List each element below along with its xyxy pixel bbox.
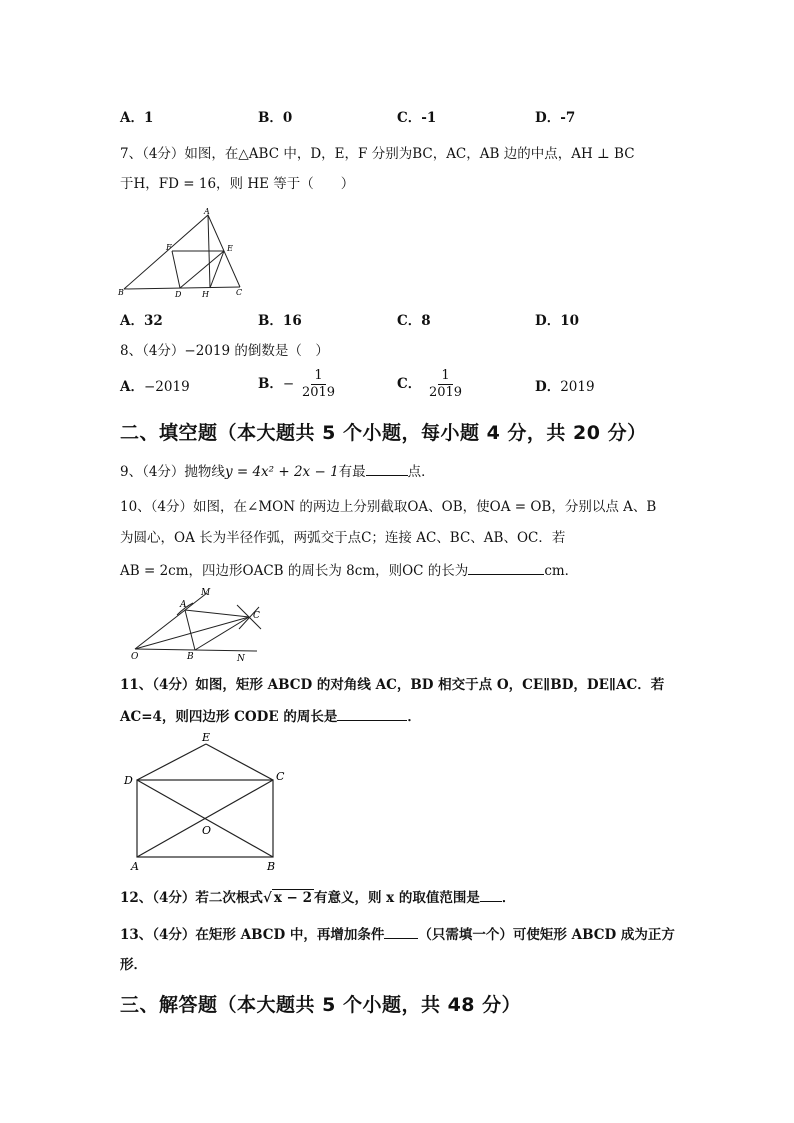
q11-label-b: B	[267, 860, 276, 873]
q7-label-e: E	[227, 244, 233, 253]
q10-text-line3: AB = 2cm，四边形OACB 的周长为 8cm，则OC 的长为 cm．	[120, 560, 578, 581]
q11-label-d: D	[124, 774, 133, 787]
q7-text-line2: 于H，FD = 16，则 HE 等于（ ）	[120, 176, 355, 192]
q7-label-a: A	[204, 207, 210, 216]
q6-option-d: D．-7	[535, 110, 576, 126]
q10-text-line2: 为圆心，OA 长为半径作弧，两弧交于点C；连接 AC、BC、AB、OC．若	[120, 530, 566, 546]
q7-option-c: C．8	[397, 313, 431, 329]
q7-option-a: A．32	[120, 313, 163, 329]
q11-label-c: C	[276, 770, 285, 783]
section-2-heading: 二、填空题（本大题共 5 个小题，每小题 4 分，共 20 分）	[120, 422, 647, 444]
q6-option-c: C．-1	[397, 110, 437, 126]
q6-option-a: A．1	[120, 110, 154, 126]
q10-answer-blank[interactable]	[468, 560, 544, 575]
q10-label-c: C	[253, 611, 260, 621]
q10-label-a: A	[180, 600, 187, 610]
q7-label-b: B	[118, 288, 124, 297]
q13-text-line2: 形．	[120, 957, 147, 973]
q6-option-b: B．0	[258, 110, 293, 126]
q11-label-o: O	[202, 824, 212, 837]
q13-text-line1: 13、（4分）在矩形 ABCD 中，再增加条件 （只需填一个）可使矩形 ABCD 成为正方	[120, 924, 675, 945]
q11-answer-blank[interactable]	[337, 706, 407, 721]
q10-text-line1: 10、（4分）如图，在∠MON 的两边上分别截取OA、OB，使OA = OB，分别以点 A、B	[120, 499, 657, 515]
q8-option-d: D．2019	[535, 379, 595, 395]
q7-triangle-figure	[116, 205, 256, 300]
q8-option-a: A．−2019	[120, 379, 190, 395]
q7-label-d: D	[175, 290, 182, 299]
q7-option-b: B．16	[258, 313, 302, 329]
q12-answer-blank[interactable]	[480, 887, 502, 902]
q11-text-line2: AC=4，则四边形 CODE 的周长是 ．	[120, 706, 421, 727]
q9-answer-blank[interactable]	[366, 461, 408, 476]
q8-option-b: B．− $\frac{1}{2019}$	[258, 368, 338, 401]
q10-label-b: B	[187, 652, 194, 662]
q11-text-line1: 11、（4分）如图，矩形 ABCD 的对角线 AC，BD 相交于点 O，CE∥BD，DE∥AC．若	[120, 677, 665, 693]
q10-rhombus-figure	[125, 585, 275, 665]
q7-text-line1: 7、（4分）如图，在△ABC 中，D，E，F 分别为BC，AC，AB 边的中点，AH ⊥ BC	[120, 146, 635, 162]
q8-option-c: C． $\frac{1}{2019}$	[397, 368, 465, 401]
q13-answer-blank[interactable]	[384, 924, 418, 939]
q7-label-h: H	[202, 290, 209, 299]
q10-label-n: N	[237, 654, 245, 664]
q7-option-d: D．10	[535, 313, 580, 329]
section-3-heading: 三、解答题（本大题共 5 个小题，共 48 分）	[120, 994, 522, 1016]
q8-option-c-fraction: $\frac{1}{2019}$	[428, 368, 463, 400]
q12-sqrt: √ x − 2	[262, 890, 312, 906]
q10-label-m: M	[201, 588, 211, 598]
q7-label-c: C	[236, 288, 243, 297]
q8-option-b-fraction: $\frac{1}{2019}$	[301, 368, 336, 400]
q11-rectangle-figure	[120, 730, 295, 875]
q10-label-o: O	[131, 652, 139, 662]
q12-text: 12、（4分）若二次根式√ x − 2 有意义，则 x 的取值范围是 ．	[120, 887, 515, 908]
q9-text: 9、（4分）抛物线y = 4x² + 2x − 1有最 点．	[120, 461, 435, 482]
q8-text: 8、（4分）−2019 的倒数是（ ）	[120, 343, 329, 359]
q9-formula: y = 4x² + 2x − 1	[224, 464, 339, 480]
q7-label-f: F	[166, 243, 172, 252]
q11-label-e: E	[202, 731, 211, 744]
q11-label-a: A	[131, 860, 139, 873]
